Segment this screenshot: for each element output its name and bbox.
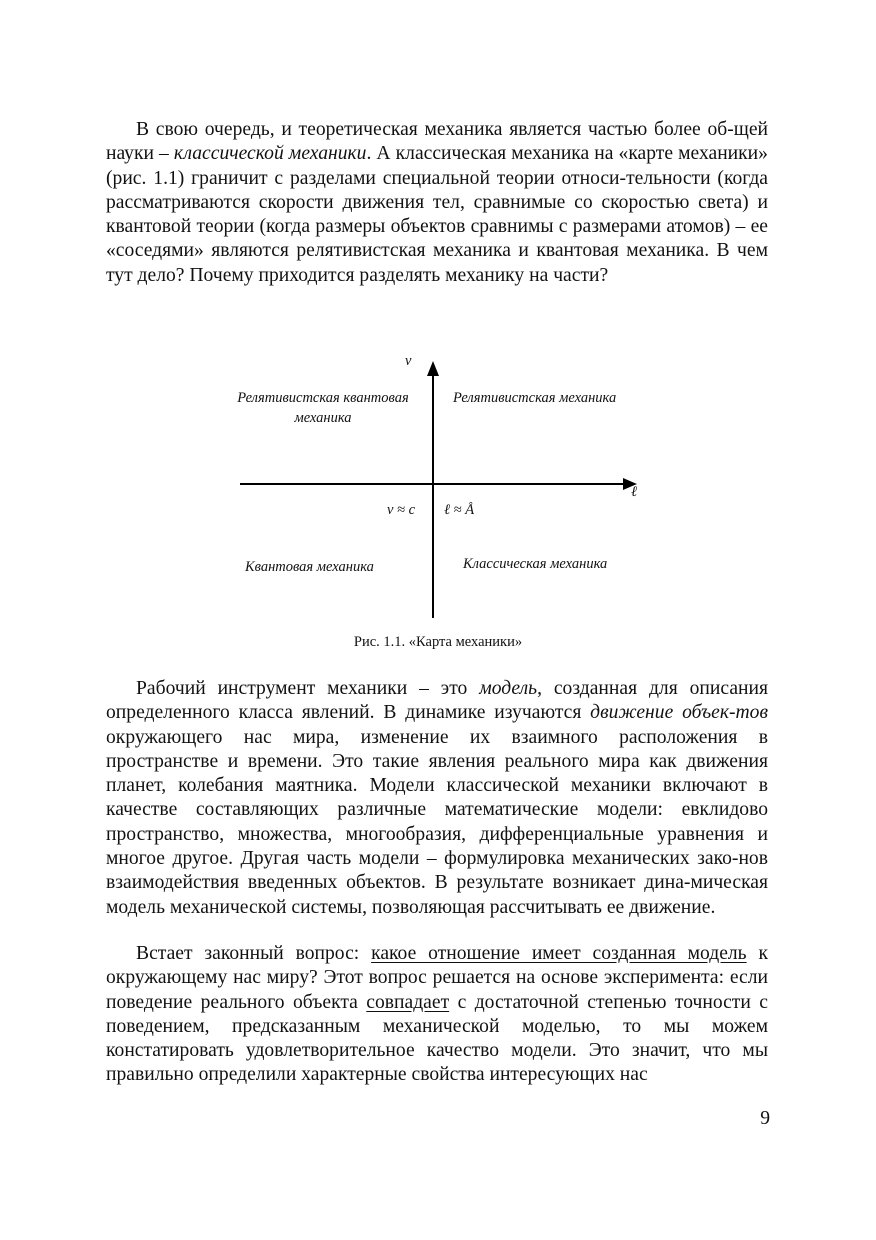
paragraph-1-emphasis-1: классической механики — [173, 143, 367, 165]
paragraph-3-text-3: с достаточной степенью точности с поведением, предсказанным механической моделью, то мы можем констатировать удовлетворительное качество модели. Это значит, что мы правильно определили характерные свойства интересующих нас — [106, 991, 768, 1086]
paragraph-3-text-1: Встает законный вопрос: — [136, 943, 372, 964]
mark-v-approx-c: v ≈ c — [387, 502, 416, 518]
paragraph-2-emphasis-2: движение объек-тов — [590, 702, 768, 724]
quadrant-top-left-line-2: механика — [294, 410, 352, 426]
figure-mechanics-map — [0, 350, 876, 630]
figure-axes — [0, 350, 876, 630]
paragraph-2-text-2: , созданная для описания определенного класса явлений. В динамике изучаются — [106, 678, 769, 724]
paragraph-2-text-1: Рабочий инструмент механики – это — [136, 678, 480, 699]
quadrant-top-left-label — [218, 389, 428, 428]
figure-caption: Рис. 1.1. «Карта механики» — [353, 634, 523, 650]
paragraph-2-emphasis-1: модель — [479, 678, 538, 699]
quadrant-bottom-left-label: Квантовая механика — [245, 559, 374, 575]
mark-l-approx-angstrom: ℓ ≈ Å — [444, 502, 475, 518]
paragraph-2 — [106, 677, 768, 920]
axis-x-label: ℓ — [631, 484, 638, 500]
paragraph-1-text-1: В свою очередь, и теоретическая механика является частью более об-щей науки – — [106, 119, 768, 165]
page-number: 9 — [760, 1108, 770, 1129]
vertical-axis-arrow-icon — [427, 361, 439, 376]
quadrant-top-left-line-1: Релятивистская квантовая — [237, 390, 409, 406]
paragraph-3-underline-1: какое отношение имеет созданная модель — [371, 943, 747, 964]
paragraph-1-text-2: . А классическая механика на «карте механики» (рис. 1.1) граничит с разделами специальной теории относи-тельности (когда рассматриваются скорости движения тел, сравнимые со скоростью света) и квантовой теории (когда размеры объектов сравнимы с размерами атомов) – ее «соседями» являются релятивистская механика и квантовая механика. В чем тут дело? Почему приходится разделять механику на части? — [106, 143, 768, 286]
quadrant-bottom-right-label: Классическая механика — [463, 556, 608, 572]
paragraph-3 — [106, 942, 768, 1088]
paragraph-1 — [106, 118, 768, 288]
axis-y-label: v — [405, 353, 412, 369]
paragraph-3-text-2: к окружающему нас миру? Этот вопрос решается на основе эксперимента: если поведение реального объекта — [106, 943, 768, 1013]
quadrant-top-right-label: Релятивистская механика — [453, 390, 617, 406]
paragraph-2-text-3: окружающего нас мира, изменение их взаимного расположения в пространстве и времени. Это такие явления реального мира как движения планет, колебания маятника. Модели классической механики включают в качестве составляющих различные математические модели: евклидово пространство, множества, многообразия, дифференциальные уравнения и многое другое. Другая часть модели – формулировка механических зако-нов взаимодействия введенных объектов. В результате возникает дина-мическая модель механической системы, позволяющая рассчитывать ее движение. — [106, 726, 768, 918]
paragraph-3-underline-2: совпадает — [366, 991, 450, 1013]
